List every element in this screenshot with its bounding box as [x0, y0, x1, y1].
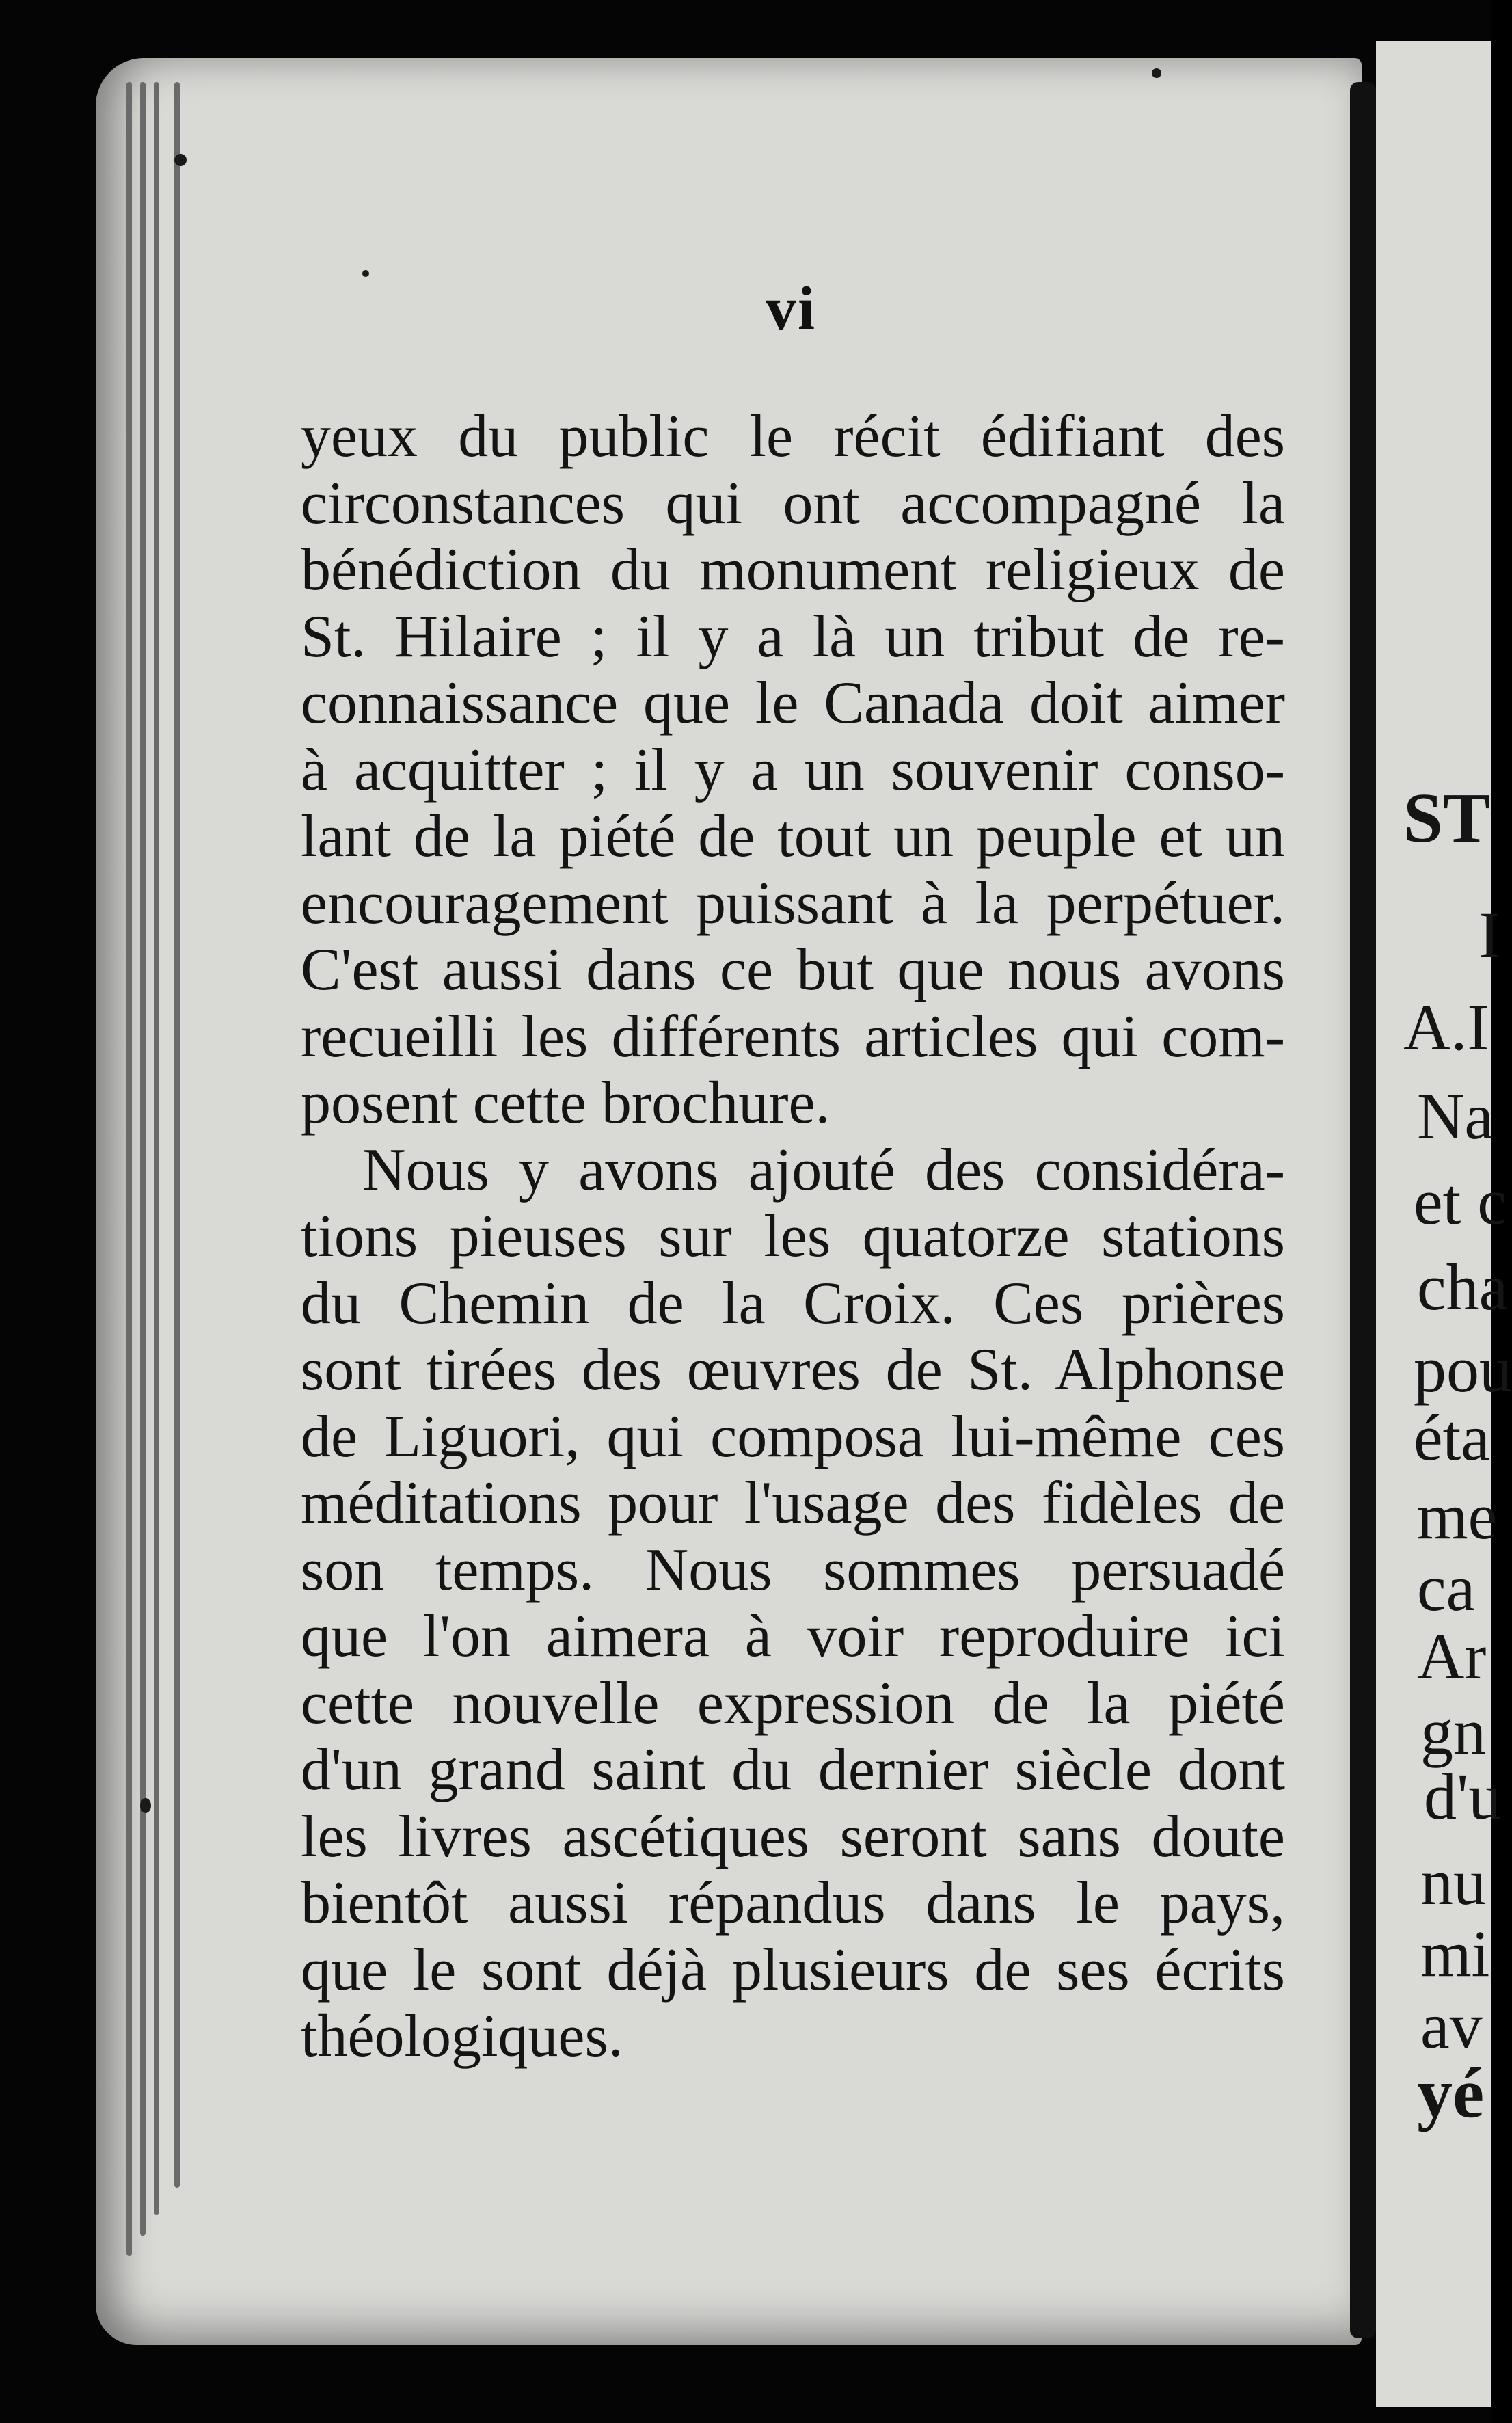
text-line: circonstances qui ont accompagné la: [301, 470, 1285, 537]
right-page-line: mi: [1420, 1917, 1490, 1990]
text-line: théologiques.: [301, 2003, 623, 2070]
text-line: posent cette brochure.: [301, 1070, 831, 1136]
text-line: yeux du public le récit édifiant des: [301, 403, 1285, 470]
text-line: lant de la piété de tout un peuple et un: [301, 803, 1285, 870]
book-gutter: [1350, 82, 1376, 2338]
text-line: bientôt aussi répandus dans le pays,: [301, 1870, 1285, 1936]
scan-speck: [140, 1798, 151, 1813]
right-page-line: yé: [1417, 2054, 1485, 2132]
right-page-line: pou: [1414, 1333, 1512, 1406]
text-line: d'un grand saint du dernier siècle dont: [301, 1737, 1285, 1803]
right-page-line: ca: [1417, 1551, 1476, 1624]
text-line: cette nouvelle expression de la piété: [301, 1670, 1285, 1737]
right-page-line: cha: [1417, 1250, 1509, 1324]
right-page-line: me: [1417, 1480, 1498, 1553]
text-line: que l'on aimera à voir reproduire ici: [301, 1603, 1285, 1670]
page-folio: vi: [766, 275, 817, 343]
right-page-line: Na: [1417, 1080, 1494, 1153]
right-page-heading: ST: [1403, 779, 1491, 857]
text-line: bénédiction du monument religieux de: [301, 537, 1285, 603]
page-edge: [140, 82, 146, 2236]
right-page-line: éta: [1414, 1401, 1490, 1474]
text-line: sont tirées des œuvres de St. Alphonse: [301, 1337, 1285, 1403]
text-line: à acquitter ; il y a un souvenir conso-: [301, 736, 1285, 803]
text-line: de Liguori, qui composa lui-même ces: [301, 1403, 1285, 1470]
text-line: Nous y avons ajouté des considéra-: [362, 1136, 1285, 1203]
text-line: les livres ascétiques seront sans doute: [301, 1803, 1285, 1870]
scan-speck: [174, 154, 187, 166]
page-edge: [126, 82, 132, 2256]
right-page-line: et c: [1414, 1165, 1507, 1238]
right-page-line: Ar: [1417, 1620, 1487, 1693]
right-page-line: I: [1479, 898, 1500, 972]
scan-speck: [1152, 68, 1161, 78]
page-edge: [154, 82, 159, 2215]
text-line: tions pieuses sur les quatorze stations: [301, 1203, 1285, 1270]
text-line: encouragement puissant à la perpétuer.: [301, 870, 1285, 937]
right-page-line: gn: [1420, 1695, 1486, 1768]
text-line: du Chemin de la Croix. Ces prières: [301, 1270, 1285, 1337]
left-page-text: [301, 403, 1285, 2070]
text-line: son temps. Nous sommes persuadé: [301, 1536, 1285, 1603]
page-edge: [174, 82, 180, 2188]
text-line: recueilli les différents articles qui com-: [301, 1003, 1285, 1070]
text-line: connaissance que le Canada doit aimer: [301, 670, 1285, 736]
text-line: St. Hilaire ; il y a là un tribut de re-: [301, 603, 1285, 670]
text-line: que le sont déjà plusieurs de ses écrits: [301, 1936, 1285, 2003]
right-page: [1376, 41, 1512, 2407]
right-page-line: d'u: [1424, 1760, 1502, 1833]
right-page-line: av: [1420, 1989, 1483, 2062]
right-page-line: A.I: [1403, 991, 1489, 1064]
scan-speck: [362, 270, 369, 277]
right-page-line: nu: [1420, 1845, 1486, 1918]
text-line: C'est aussi dans ce but que nous avons: [301, 937, 1285, 1003]
text-line: méditations pour l'usage des fidèles de: [301, 1470, 1285, 1536]
